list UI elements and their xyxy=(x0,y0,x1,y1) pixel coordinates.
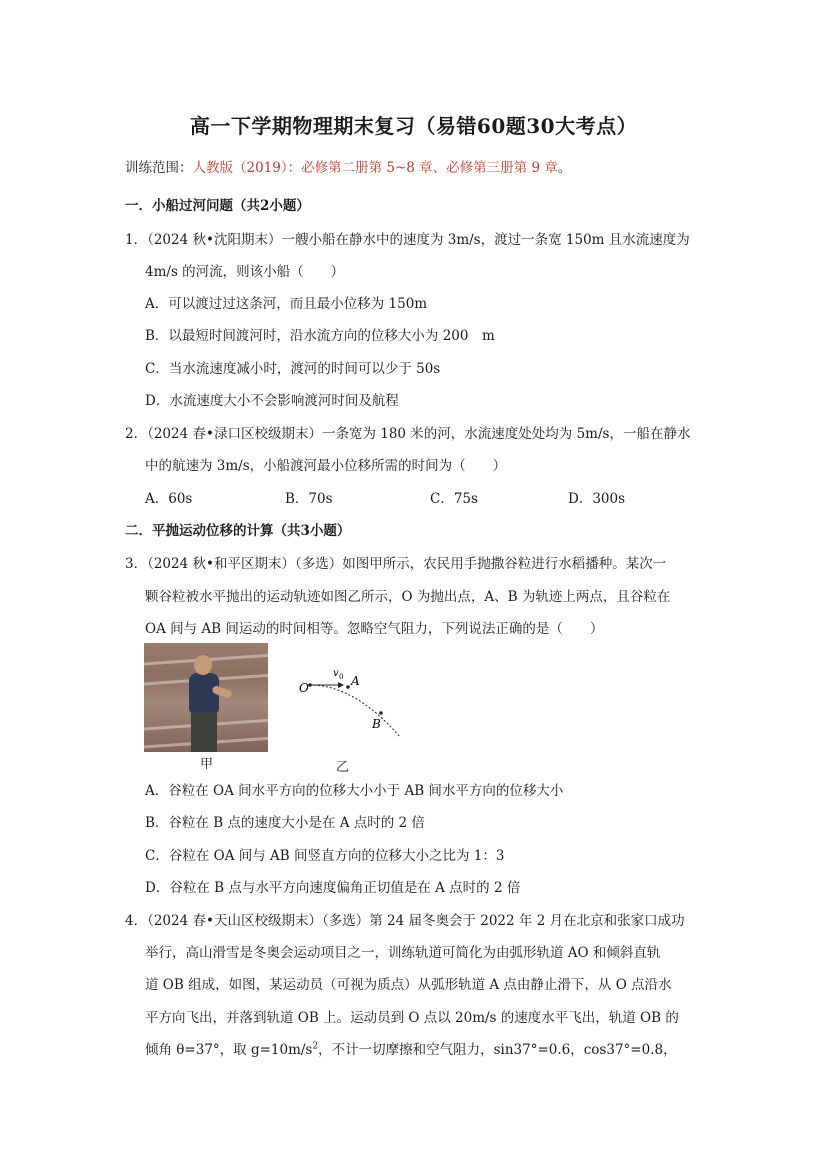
question-4-line: 举行，高山滑雪是冬奥会运动项目之一，训练轨道可简化为由弧形轨道 AO 和倾斜直轨 xyxy=(145,945,661,961)
point-b-dot xyxy=(379,711,383,715)
trajectory-diagram xyxy=(295,655,415,755)
question-3-line: 颗谷粒被水平抛出的运动轨迹如图乙所示，O 为抛出点，A、B 为轨迹上两点，且谷粒在 xyxy=(145,589,671,605)
question-3-option-d: D．谷粒在 B 点与水平方向速度偏角正切值是在 A 点时的 2 倍 xyxy=(145,880,521,896)
question-4-line5-end: ，不计一切摩擦和空气阻力，sin37°=0.6，cos37°=0.8， xyxy=(318,1042,677,1058)
question-2-option-b: B．70s xyxy=(285,491,333,507)
question-2-line: 中的航速为 3m/s，小船渡河最小位移所需的时间为（ ） xyxy=(145,458,507,474)
training-range xyxy=(125,156,571,176)
label-v0-sub: 0 xyxy=(339,673,344,681)
question-1-option-a: A．可以渡过过这条河，而且最小位移为 150m xyxy=(145,296,428,312)
question-4-line: 4．（2024 春•天山区校级期末）（多选）第 24 届冬奥会于 2022 年 2 月在北京和张家口成功 xyxy=(125,913,685,929)
question-2-option-a: A．60s xyxy=(145,491,193,507)
label-b: B xyxy=(372,717,381,731)
question-3-line: OA 间与 AB 间运动的时间相等。忽略空气阻力，下列说法正确的是（ ） xyxy=(145,621,604,637)
question-1-line: 1．（2024 秋•沈阳期末）一艘小船在静水中的速度为 3m/s，渡过一条宽 150m 且水流速度为 xyxy=(125,232,690,248)
question-4-line5-sup: 2 xyxy=(312,1041,319,1052)
section-title: 二．平抛运动位移的计算（共3小题） xyxy=(125,523,351,539)
question-2-line: 2．（2024 春•渌口区校级期末）一条宽为 180 米的河，水流速度处处均为 5m/s，一船在静水 xyxy=(125,426,691,442)
question-2-option-c: C．75s xyxy=(430,491,478,507)
range-end: 。 xyxy=(557,160,572,176)
label-a: A xyxy=(351,674,360,688)
question-1-option-b: B．以最短时间渡河时，沿水流方向的位移大小为 200 m xyxy=(145,328,495,344)
figure-caption-left: 甲 xyxy=(200,757,214,772)
question-3-option-c: C．谷粒在 OA 间与 AB 间竖直方向的位移大小之比为 1：3 xyxy=(145,848,505,864)
question-3-line: 3．（2024 秋•和平区期末）（多选）如图甲所示，农民用手抛撒谷粒进行水稻播种。某次一 xyxy=(125,556,667,572)
farmer-photo xyxy=(144,643,268,752)
question-1-option-c: C．当水流速度减小时，渡河的时间可以少于 50s xyxy=(145,361,441,377)
question-3-option-b: B．谷粒在 B 点的速度大小是在 A 点时的 2 倍 xyxy=(145,815,425,831)
question-4-line xyxy=(145,1038,677,1058)
range-label: 训练范围： xyxy=(125,160,193,176)
question-3-option-a: A．谷粒在 OA 间水平方向的位移大小小于 AB 间水平方向的位移大小 xyxy=(145,783,564,799)
figure-caption-right: 乙 xyxy=(336,760,350,775)
question-1-option-d: D．水流速度大小不会影响渡河时间及航程 xyxy=(145,393,399,409)
question-4-line: 平方向飞出，并落到轨道 OB 上。运动员到 O 点以 20m/s 的速度水平飞出，轨道 OB 的 xyxy=(145,1010,679,1026)
question-2-option-d: D．300s xyxy=(568,491,626,507)
label-o: O xyxy=(299,681,309,695)
question-4-line: 道 OB 组成，如图，某运动员（可视为质点）从弧形轨道 A 点由静止滑下，从 O 点沿水 xyxy=(145,977,672,993)
question-1-line: 4m/s 的河流，则该小船（ ） xyxy=(145,264,345,280)
question-4-line5-start: 倾角 θ=37°，取 g=10m/s xyxy=(145,1042,313,1058)
point-a-dot xyxy=(346,685,350,689)
section-title: 一．小船过河问题（共2小题） xyxy=(125,198,310,214)
velocity-arrowhead xyxy=(338,682,344,688)
page-title: 高一下学期物理期末复习（易错60题30大考点） xyxy=(189,114,638,138)
range-value: 人教版（2019）：必修第二册第 5~8 章、必修第三册第 9 章 xyxy=(192,160,558,176)
label-v0: v xyxy=(333,668,339,679)
trajectory-curve xyxy=(310,685,400,737)
